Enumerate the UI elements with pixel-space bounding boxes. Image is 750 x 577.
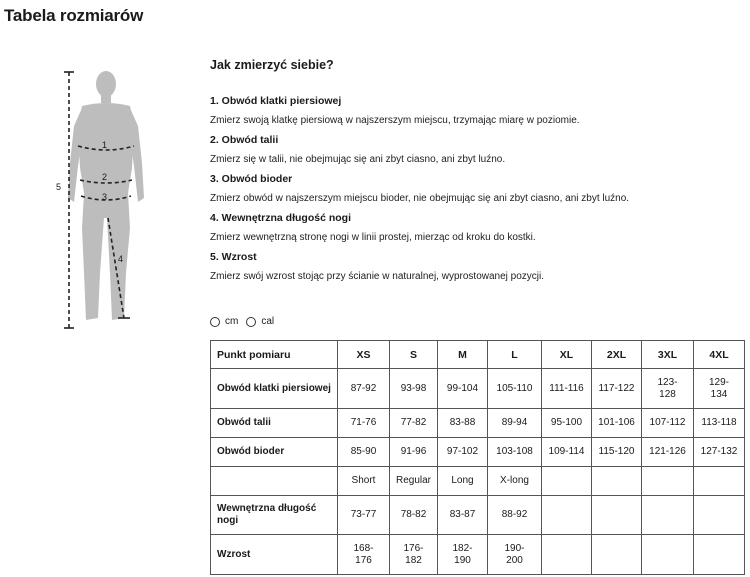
column-header-label: Punkt pomiaru (211, 341, 338, 369)
table-cell: 111-116 (542, 369, 592, 409)
table-cell (592, 535, 642, 575)
column-header-size: XL (542, 341, 592, 369)
table-cell: X-long (488, 467, 542, 496)
column-header-size: 3XL (642, 341, 694, 369)
row-label: Obwód bioder (211, 438, 338, 467)
table-row (211, 496, 745, 535)
table-cell: Short (338, 467, 390, 496)
unit-label-cm: cm (225, 316, 239, 327)
table-cell: 109-114 (542, 438, 592, 467)
table-cell: 99-104 (438, 369, 488, 409)
table-cell (542, 535, 592, 575)
column-header-size: S (390, 341, 438, 369)
step-desc-hips: Zmierz obwód w najszerszym miejscu bioder, nie obejmując się ani zbyt ciasno, ani zbyt luźno. (210, 193, 630, 204)
table-cell (592, 467, 642, 496)
table-header-row (211, 341, 745, 369)
table-cell: 91-96 (390, 438, 438, 467)
step-title-inseam: 4. Wewnętrzna długość nogi (210, 212, 351, 224)
row-label: Wzrost (211, 535, 338, 575)
table-cell: 83-88 (438, 409, 488, 438)
figure-label-4: 4 (118, 254, 124, 264)
step-title-hips: 3. Obwód bioder (210, 173, 293, 185)
unit-option-cm[interactable] (210, 316, 238, 327)
step-desc-height: Zmierz swój wzrost stojąc przy ścianie w naturalnej, wyprostowanej pozycji. (210, 271, 545, 282)
table-cell: 71-76 (338, 409, 390, 438)
table-cell (542, 496, 592, 535)
table-cell (642, 496, 694, 535)
table-cell: 121-126 (642, 438, 694, 467)
step-title-height: 5. Wzrost (210, 251, 257, 263)
table-row (211, 535, 745, 575)
figure-label-2: 2 (102, 172, 108, 182)
step-title-chest: 1. Obwód klatki piersiowej (210, 95, 342, 107)
table-cell: 127-132 (694, 438, 745, 467)
table-cell: 115-120 (592, 438, 642, 467)
column-header-size: 4XL (694, 341, 745, 369)
table-cell: 107-112 (642, 409, 694, 438)
radio-cm-icon[interactable] (210, 317, 220, 327)
table-cell: 123- 128 (642, 369, 694, 409)
unit-selector (210, 316, 282, 327)
table-cell (542, 467, 592, 496)
page-title: Tabela rozmiarów (4, 6, 144, 25)
table-cell: 117-122 (592, 369, 642, 409)
table-cell: 113-118 (694, 409, 745, 438)
table-cell: 87-92 (338, 369, 390, 409)
table-cell: 190- 200 (488, 535, 542, 575)
step-title-waist: 2. Obwód talii (210, 134, 279, 146)
table-cell (642, 467, 694, 496)
figure-label-5: 5 (56, 182, 62, 192)
table-cell: 95-100 (542, 409, 592, 438)
guide-title: Jak zmierzyć siebie? (210, 58, 334, 72)
radio-cal-icon[interactable] (246, 317, 256, 327)
body-measurement-figure (52, 68, 152, 333)
column-header-size: M (438, 341, 488, 369)
table-cell: 176- 182 (390, 535, 438, 575)
column-header-size: L (488, 341, 542, 369)
table-cell (694, 467, 745, 496)
row-label: Wewnętrzna długość nogi (211, 496, 338, 535)
table-cell (694, 496, 745, 535)
size-table (210, 340, 745, 575)
table-row (211, 409, 745, 438)
table-cell (642, 535, 694, 575)
unit-option-cal[interactable] (246, 316, 274, 327)
step-desc-inseam: Zmierz wewnętrzną stronę nogi w linii prostej, mierząc od kroku do kostki. (210, 232, 536, 243)
step-desc-chest: Zmierz swoją klatkę piersiową w najszerszym miejscu, trzymając miarę w poziomie. (210, 115, 580, 126)
table-row (211, 438, 745, 467)
table-cell: 89-94 (488, 409, 542, 438)
table-cell: 129- 134 (694, 369, 745, 409)
table-cell: Long (438, 467, 488, 496)
table-cell: 78-82 (390, 496, 438, 535)
table-cell: 85-90 (338, 438, 390, 467)
table-cell: 77-82 (390, 409, 438, 438)
row-label: Obwód talii (211, 409, 338, 438)
table-row (211, 369, 745, 409)
table-cell (694, 535, 745, 575)
table-cell: 182- 190 (438, 535, 488, 575)
table-cell: 101-106 (592, 409, 642, 438)
table-cell: 97-102 (438, 438, 488, 467)
row-label (211, 467, 338, 496)
table-cell: 168- 176 (338, 535, 390, 575)
table-cell: 83-87 (438, 496, 488, 535)
table-cell: 93-98 (390, 369, 438, 409)
column-header-size: 2XL (592, 341, 642, 369)
row-label: Obwód klatki piersiowej (211, 369, 338, 409)
column-header-size: XS (338, 341, 390, 369)
unit-label-cal: cal (261, 316, 275, 327)
table-cell: 88-92 (488, 496, 542, 535)
step-desc-waist: Zmierz się w talii, nie obejmując się ani zbyt ciasno, ani zbyt luźno. (210, 154, 506, 165)
table-cell: Regular (390, 467, 438, 496)
figure-label-1: 1 (102, 140, 108, 150)
figure-label-3: 3 (102, 192, 108, 202)
table-cell (592, 496, 642, 535)
table-cell: 73-77 (338, 496, 390, 535)
table-row (211, 467, 745, 496)
table-cell: 103-108 (488, 438, 542, 467)
table-cell: 105-110 (488, 369, 542, 409)
